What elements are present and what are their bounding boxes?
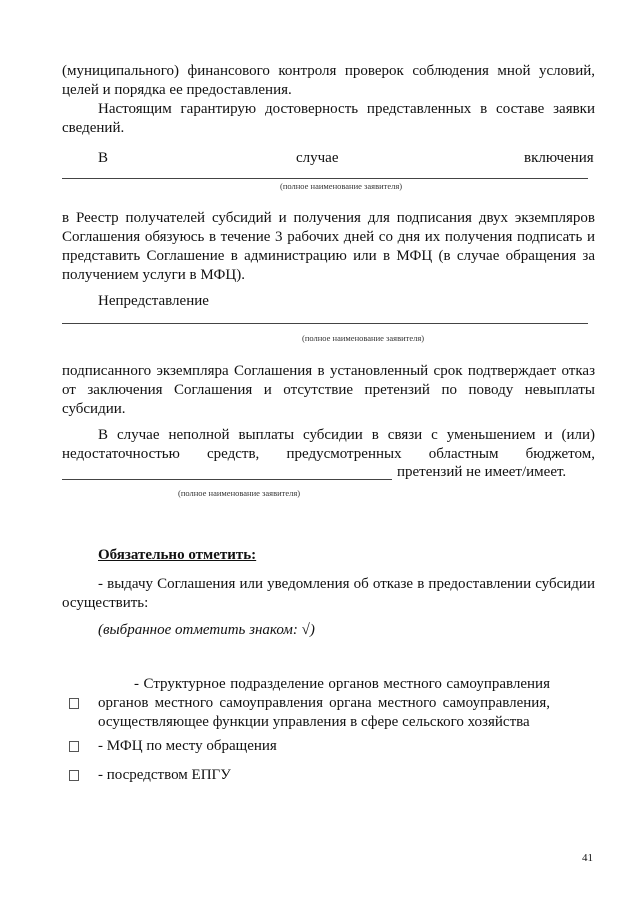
- option-mfc: - МФЦ по месту обращения: [98, 738, 277, 754]
- applicant-name-line-2[interactable]: [62, 323, 588, 324]
- checkbox-mfc[interactable]: [69, 741, 79, 752]
- word-vklyucheniya: включения: [524, 150, 594, 166]
- applicant-name-caption-1: (полное наименование заявителя): [280, 181, 403, 191]
- paragraph-delivery: - выдачу Соглашения или уведомления об отказе в предоставлении субсидии осуществить:: [62, 576, 595, 611]
- selection-instruction: (выбранное отметить знаком: √): [98, 622, 315, 638]
- paragraph-signed-copy: подписанного экземпляра Соглашения в установленный срок подтверждает отказ от заключения Соглашения и отсутствие претензий по поводу невыплаты субсидии.: [62, 363, 595, 417]
- claims-text: претензий не имеет/имеет.: [397, 464, 567, 480]
- paragraph-control: (муниципального) финансового контроля проверок соблюдения мной условий, целей и порядка ее предоставления.: [62, 63, 595, 98]
- paragraph-registry: в Реестр получателей субсидий и получения для подписания двух экземпляров Соглашения обязуюсь в течение 3 рабочих дней со дня их получения подписать и представить Соглашение в администрацию или в МФЦ (в случае обращения за получением услуги в МФЦ).: [62, 210, 595, 283]
- option-epgu: - посредством ЕПГУ: [98, 767, 231, 783]
- applicant-name-caption-3: (полное наименование заявителя): [178, 488, 301, 498]
- paragraph-partial-payment: В случае неполной выплаты субсидии в связи с уменьшением и (или) недостаточностью средств, предусмотренных областным бюджетом,: [62, 427, 595, 462]
- paragraph-guarantee: Настоящим гарантирую достоверность представленных в составе заявки сведений.: [62, 101, 595, 136]
- applicant-name-caption-2: (полное наименование заявителя): [302, 333, 425, 343]
- checkbox-structural-unit[interactable]: [69, 698, 79, 709]
- option-structural-unit: - Структурное подразделение органов местного самоуправления органов местного самоуправления органа местного самоуправления, осуществляющее функции управления в сфере сельского хозяйства: [98, 676, 550, 730]
- word-v: В: [98, 150, 109, 166]
- paragraph-nonsubmission: Непредставление: [98, 293, 209, 309]
- checkbox-epgu[interactable]: [69, 770, 79, 781]
- applicant-name-line-3[interactable]: [62, 479, 392, 480]
- word-sluchae: случае: [296, 150, 339, 166]
- applicant-name-line-1[interactable]: [62, 178, 588, 179]
- mandatory-heading: Обязательно отметить:: [98, 547, 257, 563]
- page-number: 41: [582, 852, 593, 864]
